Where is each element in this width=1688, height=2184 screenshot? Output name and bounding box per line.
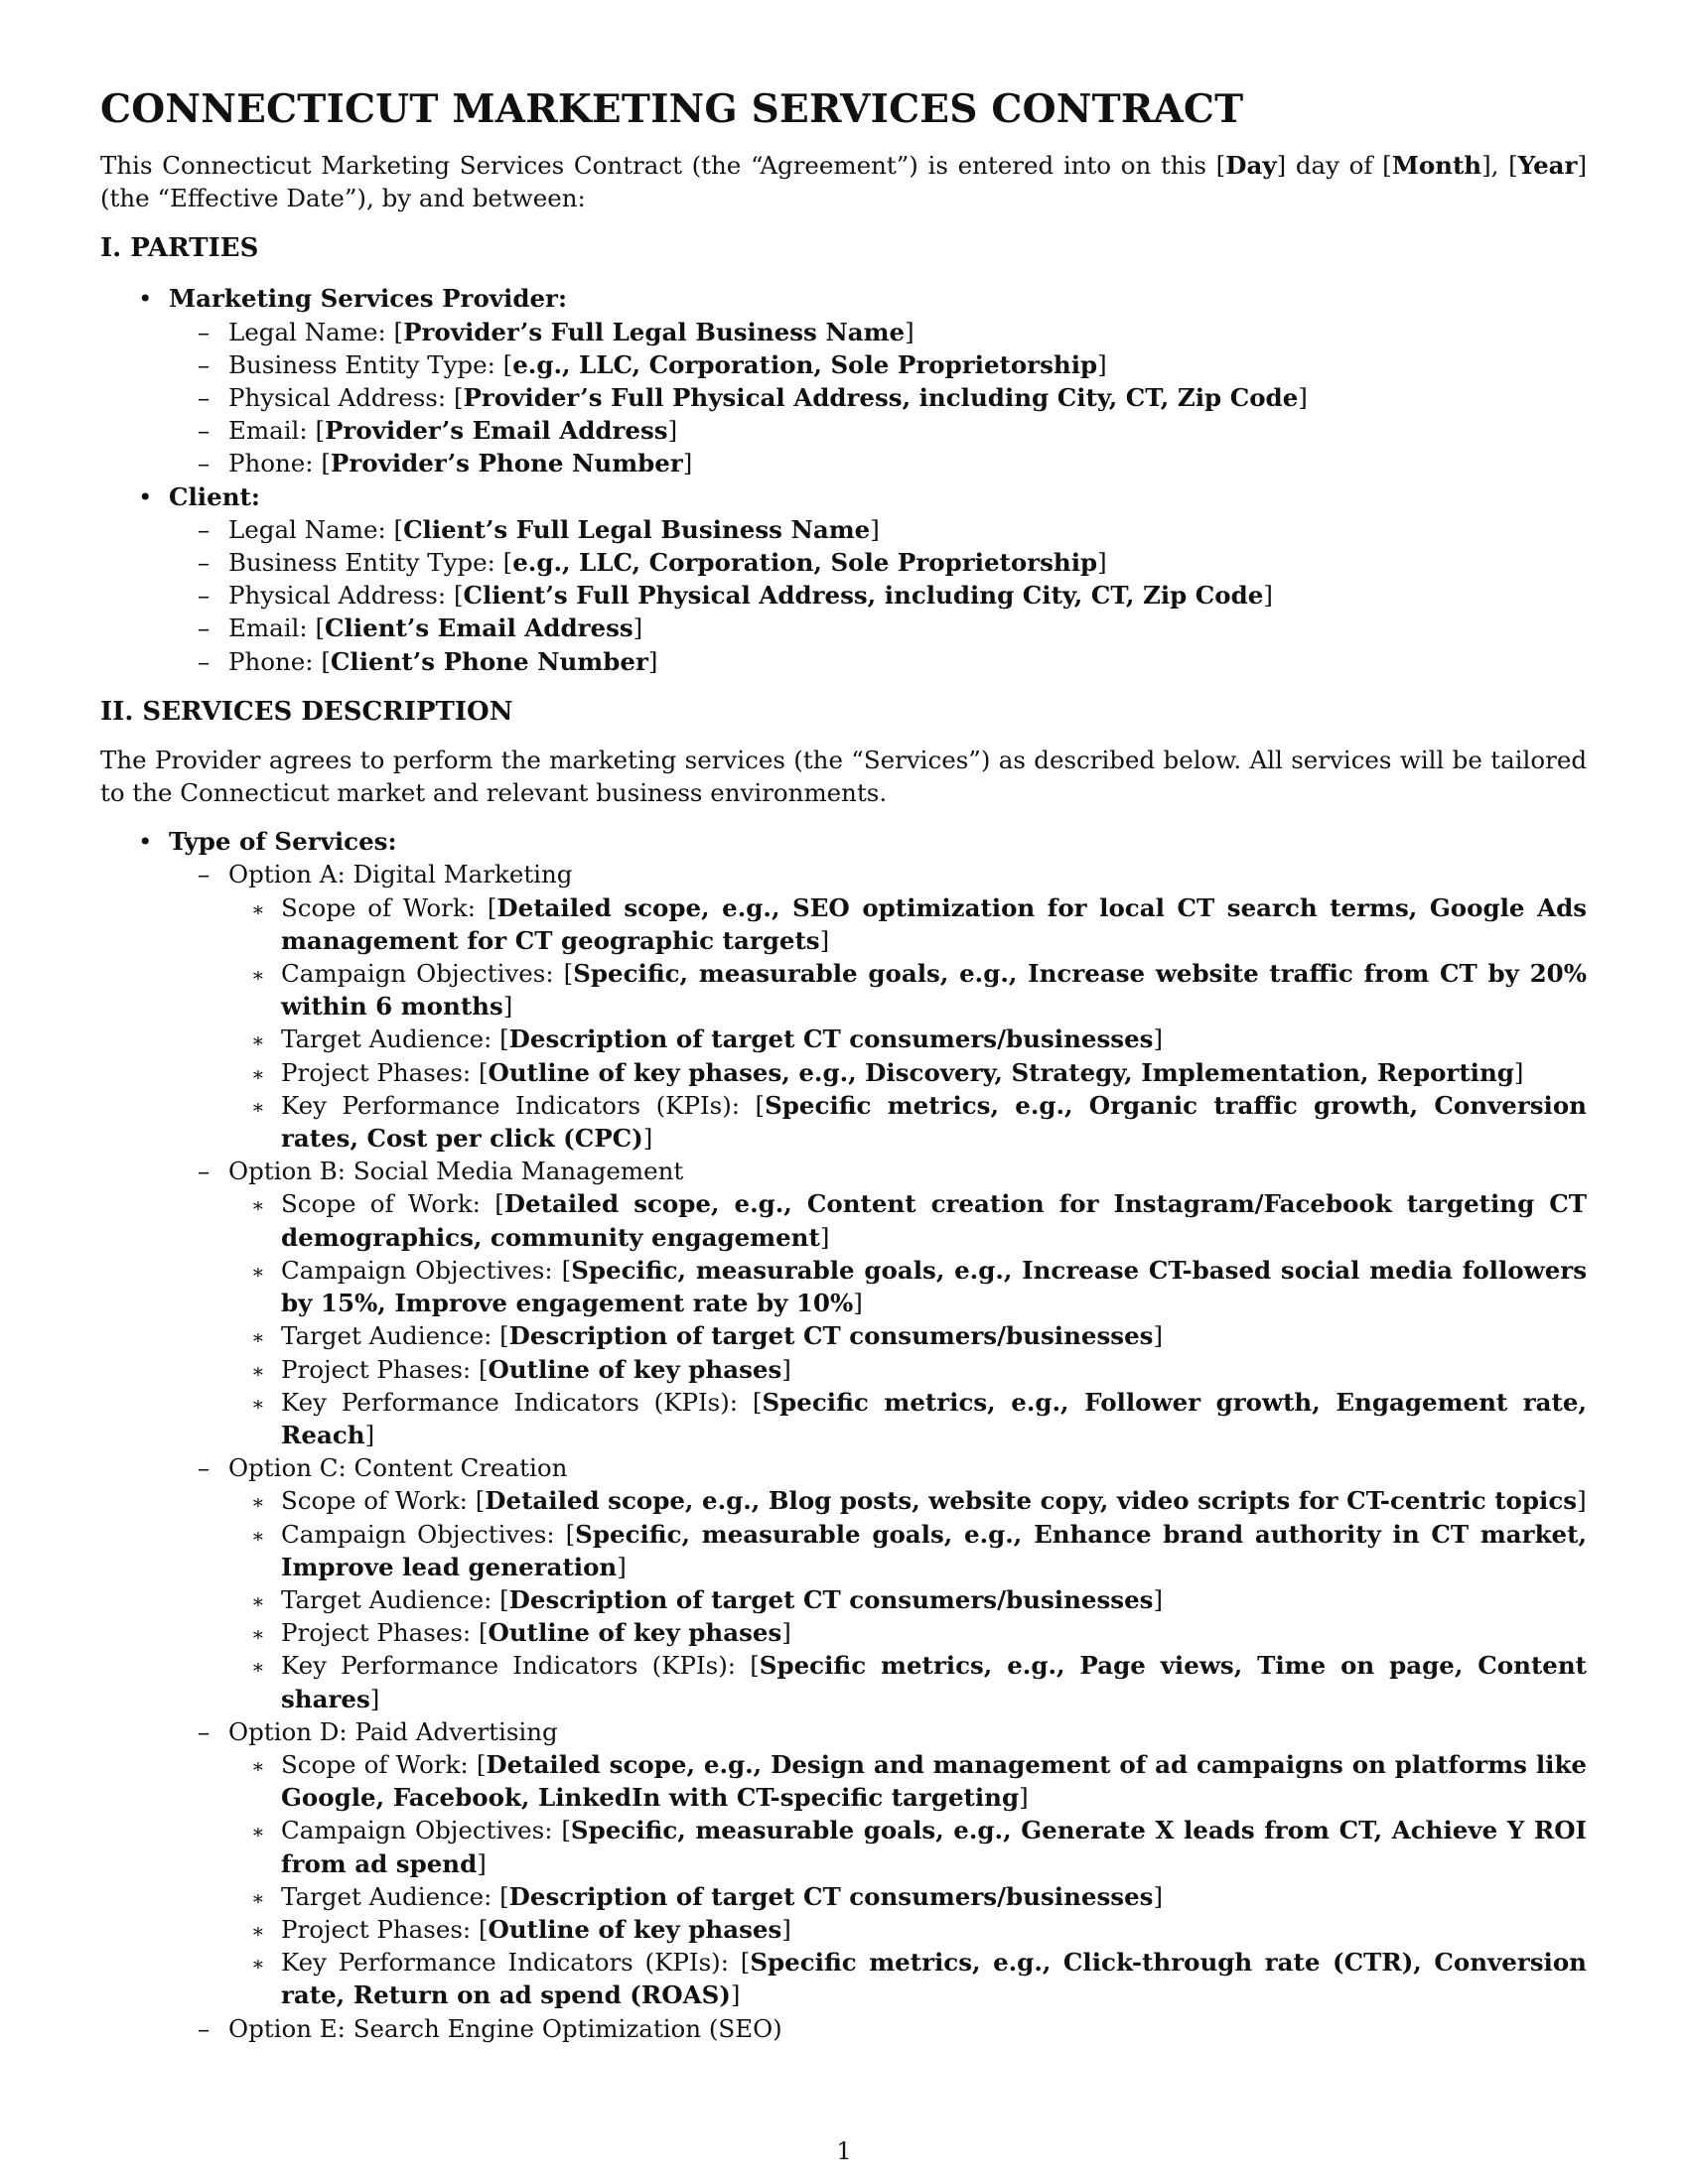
dash-icon: – <box>198 383 211 413</box>
provider-phone: – Phone: [Provider’s Phone Number] <box>100 447 1587 479</box>
client-address: – Physical Address: [Client’s Full Physical Address, including City, CT, Zip Code] <box>100 579 1587 612</box>
option-title: Option D: Paid Advertising <box>228 1716 558 1746</box>
asterisk-icon: ∗ <box>251 1094 265 1119</box>
client-legal-name: – Legal Name: [Client’s Full Legal Business Name] <box>100 513 1587 546</box>
asterisk-icon: ∗ <box>251 1753 265 1778</box>
services-list <box>100 825 1587 2045</box>
option-kpis: ∗ Key Performance Indicators (KPIs): [Specific metrics, e.g., Click-through rate (CTR), Conversion rate, Return on ad spend (ROAS)] <box>251 1948 1587 2010</box>
dash-icon: – <box>198 860 211 889</box>
option-phases: ∗ Project Phases: [Outline of key phases] <box>100 1616 1587 1649</box>
option-kpis: ∗ Key Performance Indicators (KPIs): [Specific metrics, e.g., Page views, Time on page, Content shares] <box>251 1651 1587 1713</box>
option-item <box>100 1715 1587 2012</box>
dash-icon: – <box>198 1453 211 1483</box>
asterisk-icon: ∗ <box>251 1588 265 1613</box>
asterisk-icon: ∗ <box>251 1622 265 1647</box>
provider-entity-type: – Business Entity Type: [e.g., LLC, Corporation, Sole Proprietorship] <box>100 348 1587 381</box>
option-phases: ∗ Project Phases: [Outline of key phases, e.g., Discovery, Strategy, Implementation, Reporting] <box>100 1056 1587 1089</box>
parties-heading: I. PARTIES <box>100 233 259 264</box>
asterisk-icon: ∗ <box>251 1193 265 1218</box>
option-objectives: ∗ Campaign Objectives: [Specific, measurable goals, e.g., Generate X leads from CT, Achieve Y ROI from ad spend] <box>251 1816 1588 1878</box>
provider-legal-name: – Legal Name: [Provider’s Full Legal Business Name] <box>100 316 1587 348</box>
dash-icon: – <box>198 646 211 676</box>
option-item <box>100 858 1587 1155</box>
dash-icon: – <box>198 317 211 346</box>
client-phone: – Phone: [Client’s Phone Number] <box>100 645 1587 678</box>
dash-icon: – <box>198 2013 211 2043</box>
asterisk-icon: ∗ <box>251 1028 265 1053</box>
option-phases: ∗ Project Phases: [Outline of key phases] <box>100 1913 1587 1946</box>
asterisk-icon: ∗ <box>251 1358 265 1383</box>
services-body: The Provider agrees to perform the marketing services (the “Services”) as described below. All services will be tailored to the Connecticut market and relevant business environments. <box>100 745 1587 808</box>
dash-icon: – <box>198 349 211 379</box>
option-phases: ∗ Project Phases: [Outline of key phases] <box>100 1353 1587 1386</box>
option-objectives: ∗ Campaign Objectives: [Specific, measurable goals, e.g., Increase website traffic from CT by 20% within 6 months] <box>251 959 1587 1022</box>
type-of-services-item: • Type of Services: – Option A: Digital Marketing ∗ Scope of Work: [Detailed scope, e.g., SEO optimization for local CT search terms, Google Ads management for CT geographic targets] ∗ Campaign Objectives: [Specific, measurable goals, e.g., Increase website traffic from CT by 20% within 6 months] ∗ Target Audience: [Description of target CT consumers/businesses] ∗ Project Phases: [Outline of key phases, e.g., Discovery, Strategy, Implementation, Reporting] ∗ Key Performance Indicators (KPIs): [Specific metrics, e.g., Organic traffic growth, Conversion rates, Cost per click (CPC)] – Option B: Social Media Management ∗ Scope of Work: [Detailed scope, e.g., Content creation for Instagram/Facebook targeting CT demographics, community engagement] ∗ Campaign Objectives: [Specific, measurable goals, e.g., Increase CT-based social media followers by 15%, Improve engagement rate by 10%] ∗ Target Audience: [Description of target CT consumers/businesses] ∗ Project Phases: [Outline of key phases] ∗ Key Performance Indicators (KPIs): [Specific metrics, e.g., Follower growth, Engagement rate, Reach] – Option C: Content Creation ∗ Scope of Work: [Detailed scope, e.g., Blog posts, website copy, video scripts for CT-centric topics] ∗ Campaign Objectives: [Specific, measurable goals, e.g., Enhance brand authority in CT market, Improve lead generation] ∗ Target Audience: [Description of target CT consumers/businesses] ∗ Project Phases: [Outline of key phases] ∗ Key Performance Indicators (KPIs): [Specific metrics, e.g., Page views, Time on page, Content shares] – Option D: Paid Advertising ∗ Scope of Work: [Detailed scope, e.g., Design and management of ad campaigns on platforms like Google, Facebook, LinkedIn with CT-specific targeting] ∗ Campaign Objectives: [Specific, measurable goals, e.g., Generate X leads from CT, Achieve Y ROI from ad spend] ∗ Target Audience: [Description of target CT consumers/businesses] ∗ Project Phases: [Outline of key phases] ∗ Key Performance Indicators (KPIs): [Specific metrics, e.g., Click-through rate (CTR), Conversion rate, Return on ad spend (ROAS)] – Option E: Search Engine Optimization (SEO) <box>100 825 1587 2045</box>
parties-list <box>100 282 1587 677</box>
asterisk-icon: ∗ <box>251 896 265 921</box>
asterisk-icon: ∗ <box>251 1820 265 1844</box>
page-number: 1 <box>836 2137 852 2165</box>
option-objectives: ∗ Campaign Objectives: [Specific, measurable goals, e.g., Enhance brand authority in CT market, Improve lead generation] <box>251 1519 1587 1581</box>
option-scope: ∗ Scope of Work: [Detailed scope, e.g., Design and management of ad campaigns on platforms like Google, Facebook, LinkedIn with CT-specific targeting] <box>251 1749 1588 1813</box>
dash-icon: – <box>198 581 211 611</box>
bullet-icon: • <box>138 284 153 314</box>
options-list <box>169 858 1587 2044</box>
intro-paragraph: This Connecticut Marketing Services Contract (the “Agreement”) is entered into on this [Day] day of [Month], [Year] (the “Effective Date”), by and between: <box>100 151 1587 213</box>
option-scope: ∗ Scope of Work: [Detailed scope, e.g., SEO optimization for local CT search terms, Google Ads management for CT geographic targets] <box>251 892 1587 955</box>
asterisk-icon: ∗ <box>251 1259 265 1284</box>
asterisk-icon: ∗ <box>251 1490 265 1515</box>
option-title: Option A: Digital Marketing <box>228 860 573 889</box>
option-audience: ∗ Target Audience: [Description of target CT consumers/businesses] <box>100 1880 1587 1913</box>
option-title: Option B: Social Media Management <box>228 1157 684 1186</box>
day-placeholder: Day <box>1225 151 1277 180</box>
provider-address: – Physical Address: [Provider’s Full Physical Address, including City, CT, Zip Code] <box>100 381 1587 414</box>
asterisk-icon: ∗ <box>251 1523 265 1548</box>
option-e-item: – Option E: Search Engine Optimization (SEO) <box>100 2012 1587 2045</box>
dash-icon: – <box>198 449 211 478</box>
asterisk-icon: ∗ <box>251 963 265 988</box>
option-scope: ∗ Scope of Work: [Detailed scope, e.g., Blog posts, website copy, video scripts for CT-centric topics] <box>100 1484 1587 1517</box>
month-placeholder: Month <box>1391 151 1482 180</box>
asterisk-icon: ∗ <box>251 1918 265 1943</box>
dash-icon: – <box>198 614 211 643</box>
contract-page <box>100 83 1587 2045</box>
asterisk-icon: ∗ <box>251 1885 265 1910</box>
dash-icon: – <box>198 1157 211 1186</box>
option-kpis: ∗ Key Performance Indicators (KPIs): [Specific metrics, e.g., Organic traffic growth, Conversion rates, Cost per click (CPC)] <box>251 1090 1587 1154</box>
option-item <box>100 1155 1587 1451</box>
document-title: CONNECTICUT MARKETING SERVICES CONTRACT <box>100 86 1244 132</box>
asterisk-icon: ∗ <box>251 1061 265 1086</box>
asterisk-icon: ∗ <box>251 1325 265 1350</box>
option-kpis: ∗ Key Performance Indicators (KPIs): [Specific metrics, e.g., Follower growth, Engagement rate, Reach] <box>251 1387 1587 1449</box>
year-placeholder: Year <box>1517 151 1578 180</box>
provider-item: • Marketing Services Provider: – Legal Name: [Provider’s Full Legal Business Name] – Business Entity Type: [e.g., LLC, Corporation, Sole Proprietorship] – Physical Address: [Provider’s Full Physical Address, including City, CT, Zip Code] – Email: [Provider’s Email Address] – Phone: [Provider’s Phone Number] <box>100 282 1587 479</box>
client-item: • Client: – Legal Name: [Client’s Full Legal Business Name] – Business Entity Type: [e.g., LLC, Corporation, Sole Proprietorship] – Physical Address: [Client’s Full Physical Address, including City, CT, Zip Code] – Email: [Client’s Email Address] – Phone: [Client’s Phone Number] <box>100 480 1587 678</box>
option-title: Option C: Content Creation <box>228 1453 568 1483</box>
option-audience: ∗ Target Audience: [Description of target CT consumers/businesses] <box>100 1023 1587 1055</box>
option-item <box>100 1451 1587 1715</box>
option-scope: ∗ Scope of Work: [Detailed scope, e.g., Content creation for Instagram/Facebook targeting CT demographics, community engagement] <box>251 1189 1587 1252</box>
bullet-icon: • <box>138 481 153 511</box>
option-objectives: ∗ Campaign Objectives: [Specific, measurable goals, e.g., Increase CT-based social media followers by 15%, Improve engagement rate by 10%] <box>251 1255 1588 1318</box>
asterisk-icon: ∗ <box>251 1391 265 1416</box>
asterisk-icon: ∗ <box>251 1655 265 1680</box>
dash-icon: – <box>198 416 211 446</box>
asterisk-icon: ∗ <box>251 1952 265 1977</box>
dash-icon: – <box>198 1716 211 1746</box>
option-audience: ∗ Target Audience: [Description of target CT consumers/businesses] <box>100 1583 1587 1616</box>
provider-email: – Email: [Provider’s Email Address] <box>100 414 1587 447</box>
services-heading: II. SERVICES DESCRIPTION <box>100 696 513 727</box>
bullet-icon: • <box>138 827 153 857</box>
option-audience: ∗ Target Audience: [Description of target CT consumers/businesses] <box>100 1319 1587 1352</box>
dash-icon: – <box>198 548 211 578</box>
client-entity-type: – Business Entity Type: [e.g., LLC, Corporation, Sole Proprietorship] <box>100 546 1587 579</box>
client-email: – Email: [Client’s Email Address] <box>100 612 1587 644</box>
dash-icon: – <box>198 514 211 544</box>
